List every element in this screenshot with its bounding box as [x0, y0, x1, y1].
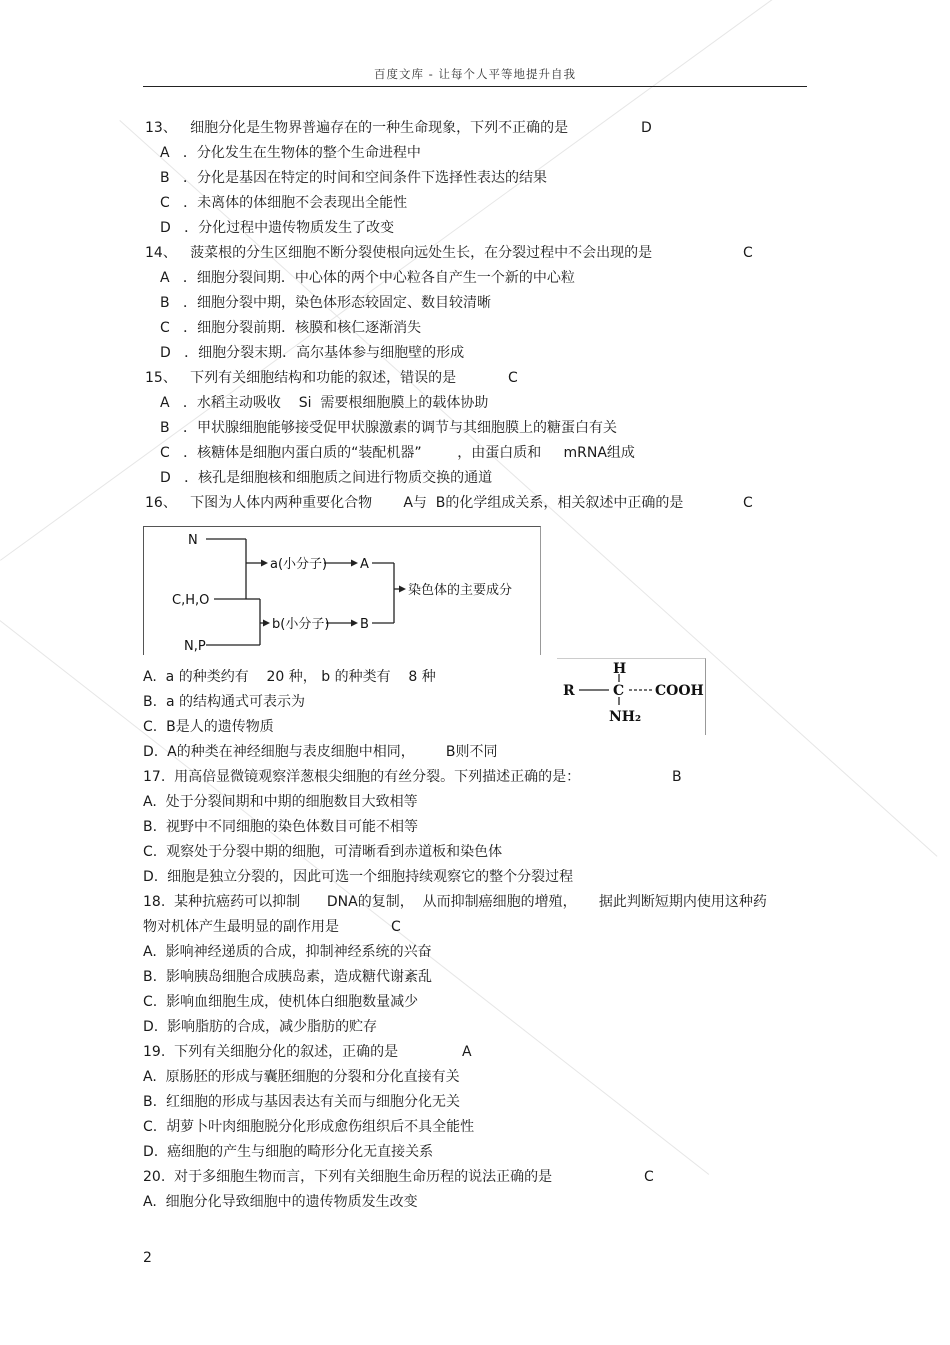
- q17-stem: 17. 用高倍显微镜观察洋葱根尖细胞的有丝分裂。下列描述正确的是：: [143, 769, 581, 785]
- q16-option-a: A. a 的种类约有 20 种， b 的种类有 8 种: [143, 669, 436, 685]
- q18-stem-line2: 物对机体产生最明显的副作用是: [143, 919, 339, 935]
- compound-diagram: [143, 526, 541, 655]
- q18-option-c: C. 影响血细胞生成，使机体白细胞数量减少: [143, 994, 419, 1010]
- diagram-a-small-label: a(小分子): [270, 557, 328, 572]
- q13-option-d: D ．分化过程中遗传物质发生了改变: [160, 220, 395, 236]
- q20-option-a: A. 细胞分化导致细胞中的遗传物质发生改变: [143, 1194, 418, 1210]
- formula-h: H: [613, 661, 627, 677]
- q18-stem-line1: 18. 某种抗癌药可以抑制 DNA的复制， 从而抑制癌细胞的增殖， 据此判断短期内使用这种药: [143, 894, 767, 910]
- q16-option-c: C. B是人的遗传物质: [143, 719, 274, 735]
- q13-answer: D: [641, 120, 652, 136]
- q14-option-a: A ．细胞分裂间期．中心体的两个中心粒各自产生一个新的中心粒: [160, 270, 575, 286]
- q19-option-d: D. 癌细胞的产生与细胞的畸形分化无直接关系: [143, 1144, 434, 1160]
- diagram-cho-label: C,H,O: [172, 593, 210, 608]
- diagram-b-small-label: b(小分子): [272, 617, 330, 632]
- q16-answer: C: [743, 495, 753, 511]
- formula-nh2: NH₂: [609, 709, 642, 725]
- q15-answer: C: [508, 370, 518, 386]
- q19-answer: A: [462, 1044, 472, 1060]
- amino-acid-formula: [557, 658, 706, 735]
- formula-c: C: [613, 683, 625, 699]
- q19-option-b: B. 红细胞的形成与基因表达有关而与细胞分化无关: [143, 1094, 460, 1110]
- q17-option-d: D. 细胞是独立分裂的，因此可选一个细胞持续观察它的整个分裂过程: [143, 869, 574, 885]
- q15-option-d: D ．核孔是细胞核和细胞质之间进行物质交换的通道: [160, 470, 493, 486]
- q15-option-b: B ．甲状腺细胞能够接受促甲状腺激素的调节与其细胞膜上的糖蛋白有关: [160, 420, 617, 436]
- diagram-a-label: A: [360, 557, 369, 572]
- q14-option-d: D ．细胞分裂末期．高尔基体参与细胞壁的形成: [160, 345, 465, 361]
- q14-answer: C: [743, 245, 753, 261]
- q18-option-d: D. 影响脂肪的合成，减少脂肪的贮存: [143, 1019, 378, 1035]
- q20-stem: 20. 对于多细胞生物而言，下列有关细胞生命历程的说法正确的是: [143, 1169, 553, 1185]
- q18-answer: C: [391, 919, 401, 935]
- q13-option-c: C ．未离体的体细胞不会表现出全能性: [160, 195, 408, 211]
- q13-stem: 13、 细胞分化是生物界普遍存在的一种生命现象，下列不正确的是: [145, 120, 569, 136]
- formula-cooh: COOH: [655, 683, 704, 699]
- formula-r: R: [563, 683, 575, 699]
- q15-option-c: C ．核糖体是细胞内蛋白质的“装配机器” ，由蛋白质和 mRNA组成: [160, 445, 635, 461]
- diagram-n-label: N: [188, 533, 198, 548]
- q20-answer: C: [644, 1169, 654, 1185]
- q18-option-b: B. 影响胰岛细胞合成胰岛素，造成糖代谢紊乱: [143, 969, 432, 985]
- q14-stem: 14、 菠菜根的分生区细胞不断分裂使根向远处生长，在分裂过程中不会出现的是: [145, 245, 653, 261]
- q19-option-c: C. 胡萝卜叶肉细胞脱分化形成愈伤组织后不具全能性: [143, 1119, 475, 1135]
- header-rule: [143, 86, 807, 87]
- q14-option-c: C ．细胞分裂前期．核膜和核仁逐渐消失: [160, 320, 422, 336]
- q16-option-b: B. a 的结构通式可表示为: [143, 694, 305, 710]
- q18-option-a: A. 影响神经递质的合成，抑制神经系统的兴奋: [143, 944, 432, 960]
- q13-option-b: B ．分化是基因在特定的时间和空间条件下选择性表达的结果: [160, 170, 547, 186]
- page-number: 2: [143, 1250, 152, 1266]
- q16-stem: 16、 下图为人体内两种重要化合物 A与 B的化学组成关系，相关叙述中正确的是: [145, 495, 684, 511]
- q19-stem: 19. 下列有关细胞分化的叙述，正确的是: [143, 1044, 399, 1060]
- diagram-b-label: B: [360, 617, 369, 632]
- diagram-result-label: 染色体的主要成分: [408, 583, 513, 598]
- q14-option-b: B ．细胞分裂中期，染色体形态较固定、数目较清晰: [160, 295, 491, 311]
- q13-option-a: A ．分化发生在生物体的整个生命进程中: [160, 145, 421, 161]
- q17-option-b: B. 视野中不同细胞的染色体数目可能不相等: [143, 819, 418, 835]
- q15-option-a: A ．水稻主动吸收 Si 需要根细胞膜上的载体协助: [160, 395, 489, 411]
- diagram-np-label: N,P: [184, 639, 206, 654]
- q15-stem: 15、 下列有关细胞结构和功能的叙述，错误的是: [145, 370, 457, 386]
- q17-option-a: A. 处于分裂间期和中期的细胞数目大致相等: [143, 794, 418, 810]
- page-header: 百度文库 - 让每个人平等地提升自我: [374, 67, 576, 81]
- q19-option-a: A. 原肠胚的形成与囊胚细胞的分裂和分化直接有关: [143, 1069, 460, 1085]
- q17-answer: B: [672, 769, 682, 785]
- q17-option-c: C. 观察处于分裂中期的细胞，可清晰看到赤道板和染色体: [143, 844, 503, 860]
- q16-option-d: D. A的种类在神经细胞与表皮细胞中相同， B则不同: [143, 744, 498, 760]
